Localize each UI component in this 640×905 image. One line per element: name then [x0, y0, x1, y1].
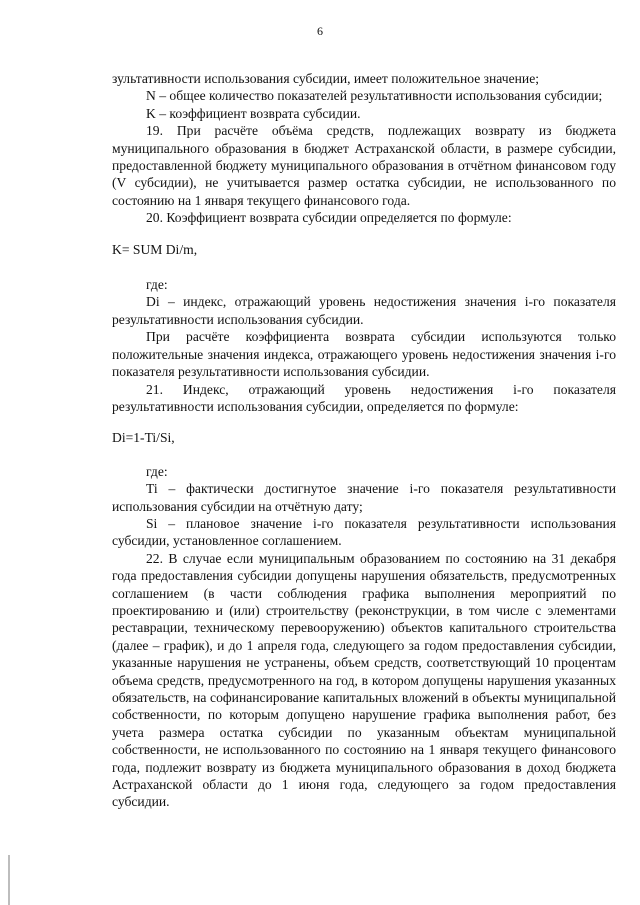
formula-di: Di=1-Ti/Si,	[112, 430, 175, 446]
paragraph-positive-values: При расчёте коэффициента возврата субсидии используются только положительные значения индекса, отражающего уровень недостижения значения i-го показателя результативности использования субсидии.	[112, 329, 616, 380]
paragraph-ti-definition: Ti – фактически достигнутое значение i-го показателя результативности использования субсидии на отчётную дату;	[112, 481, 616, 514]
where-label-2: где:	[146, 463, 168, 479]
where-label-1: где:	[146, 277, 168, 293]
formula-k: K= SUM Di/m,	[112, 241, 198, 257]
paragraph-continuation: зультативности использования субсидии, имеет положительное значение;	[112, 71, 540, 86]
paragraph-n-definition: N – общее количество показателей результативности использования субсидии;	[146, 88, 603, 104]
paragraph-k-definition: K – коэффициент возврата субсидии.	[146, 105, 361, 121]
paragraph-di-definition: Di – индекс, отражающий уровень недостижения значения i-го показателя результативности использования субсидии.	[112, 294, 616, 327]
paragraph-22: 22. В случае если муниципальным образованием по состоянию на 31 декабря года предоставления субсидии допущены нарушения обязательств, предусмотренных соглашением (в части соблюдения графика выполнения мероприятий по проектированию и (или) строительству (реконструкции, в том числе с элементами реставрации, техническому перевооружению) объектов капитального строительства (далее – график), и до 1 апреля года, следующего за годом предоставления субсидии, указанные нарушения не устранены, объем средств, соответствующий 10 процентам объема средств, предусмотренного на год, в котором допущены нарушения указанных обязательств, на софинансирование капитальных вложений в объекты муниципальной собственности, по которым допущено нарушение графика выполнения работ, без учета размера остатка субсидии по указанным объектам муниципальной собственности, не использованного по состоянию на 1 января текущего финансового года, подлежит возврату из бюджета муниципального образования в доход бюджета Астраханской области до 1 июня года, следующего за годом предоставления субсидии.	[112, 550, 616, 810]
scan-edge-mark	[8, 855, 10, 905]
paragraph-20: 20. Коэффициент возврата субсидии определяется по формуле:	[146, 210, 512, 226]
page-number: 6	[317, 24, 323, 38]
paragraph-21: 21. Индекс, отражающий уровень недостижения i-го показателя результативности использования субсидии, определяется по формуле:	[112, 381, 616, 414]
paragraph-19: 19. При расчёте объёма средств, подлежащих возврату из бюджета муниципального образования в бюджет Астраханской области, в размере субсидии, предоставленной бюджету муниципального образования в отчётном финансовом году (V субсидии), не учитывается размер остатка субсидии, не использованного по состоянию на 1 января текущего финансового года.	[112, 123, 616, 208]
document-body	[112, 70, 616, 811]
paragraph-si-definition: Si – плановое значение i-го показателя результативности использования субсидии, установленное соглашением.	[112, 515, 616, 549]
